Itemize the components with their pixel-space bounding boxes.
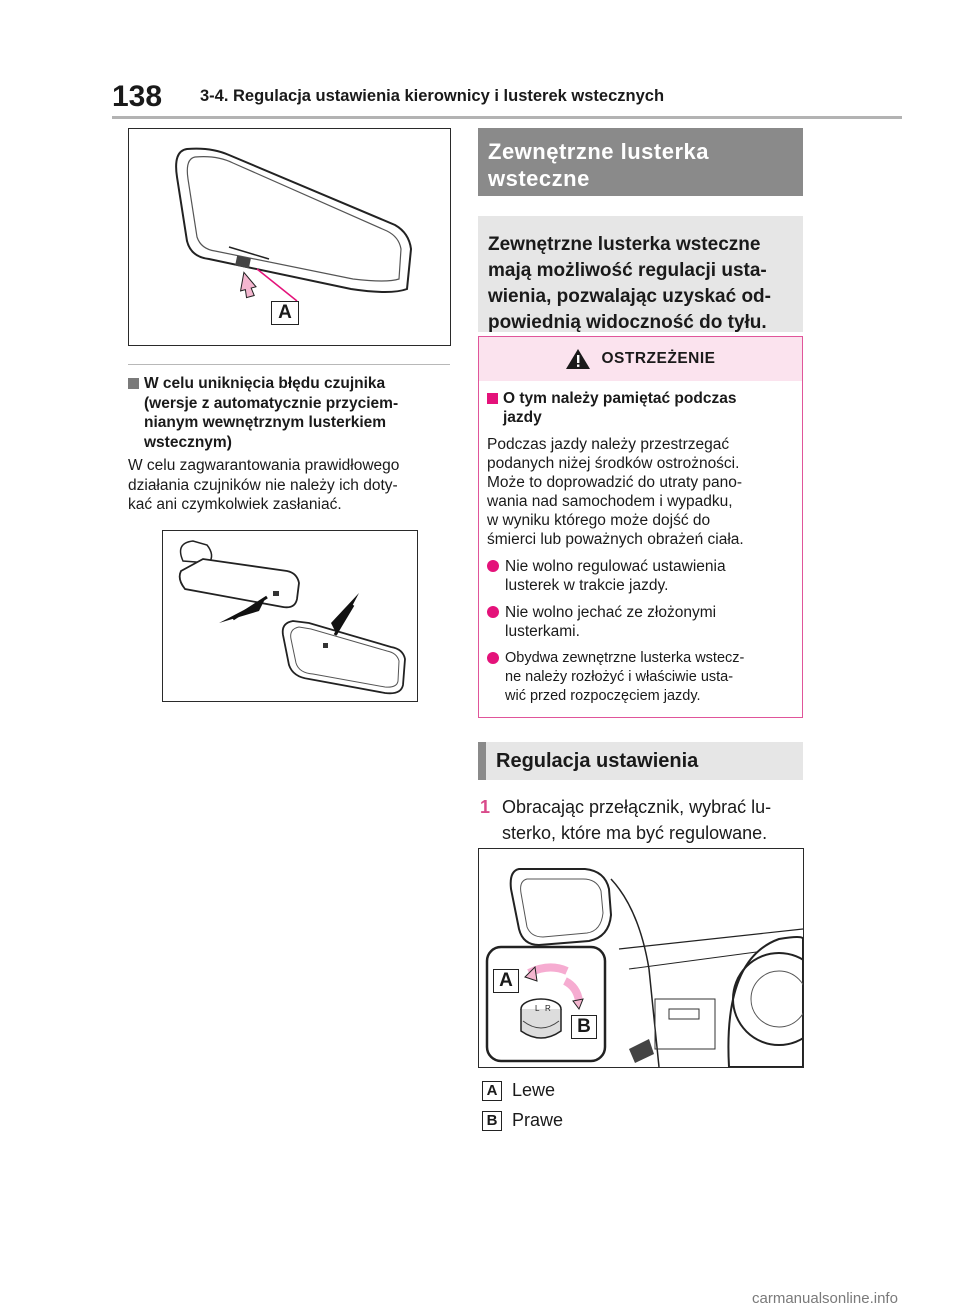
legend-label-left: Lewe — [512, 1080, 556, 1100]
step-text: Obracając przełącznik, wybrać lu- sterko, które ma być regulowane. — [502, 797, 772, 843]
bullet-dot-icon — [487, 606, 499, 618]
legend-key-a: A — [482, 1081, 502, 1101]
legend-item-left — [482, 1080, 555, 1101]
intro-box: Zewnętrzne lusterka wsteczne mają możliwość regulacji usta- wienia, pozwalając uzyskać od- powiednią widoczność do tyłu. — [478, 216, 803, 332]
warning-box — [478, 336, 803, 718]
page-number: 138 — [112, 80, 163, 113]
warning-triangle-icon — [565, 348, 591, 370]
section-heading-outside-mirrors: Zewnętrzne lusterka wsteczne — [478, 128, 803, 196]
callout-a-label: A — [493, 969, 519, 993]
warning-bullet: Obydwa zewnętrzne lusterka wstecz- ne należy rozłożyć i właściwie usta- wić przed rozpoczęciem jazdy. — [487, 649, 792, 706]
svg-text:R: R — [545, 1004, 551, 1013]
bullet-dot-icon — [487, 652, 499, 664]
step-number: 1 — [480, 797, 491, 817]
sensor-note-body: W celu zagwarantowania prawidłowego działania czujników nie należy ich doty- kać ani czymkolwiek zasłaniać. — [128, 457, 400, 513]
header-rule — [112, 116, 902, 119]
callout-a-label: A — [271, 301, 299, 325]
sensor-note — [128, 374, 458, 515]
section-heading-adjustment: Regulacja ustawienia — [478, 742, 803, 780]
chapter-title: 3-4. Regulacja ustawienia kierownicy i lusterek wstecznych — [200, 87, 665, 105]
section-divider — [128, 364, 450, 365]
figure-mirror-sensors — [162, 530, 418, 702]
legend-item-right — [482, 1110, 563, 1131]
square-bullet-icon — [128, 378, 139, 389]
sensor-note-heading: W celu uniknięcia błędu czujnika (wersje z automatycznie przyciem- nianym wewnętrznym lusterkiem wstecznym) — [144, 375, 399, 451]
bullet-dot-icon — [487, 560, 499, 572]
callout-b-label: B — [571, 1015, 597, 1039]
watermark: carmanualsonline.info — [752, 1290, 898, 1307]
warning-bullet: Nie wolno regulować ustawienia lusterek w trakcie jazdy. — [487, 557, 792, 595]
legend-label-right: Prawe — [512, 1110, 564, 1130]
mirror-switch-illustration — [479, 849, 803, 1067]
legend-key-b: B — [482, 1111, 502, 1131]
warning-bullet: Nie wolno jechać ze złożonymi lusterkami. — [487, 603, 792, 641]
step-1 — [480, 794, 810, 846]
mirror-sensors-illustration — [163, 531, 417, 701]
warning-body: Podczas jazdy należy przestrzegać podanych niżej środków ostrożności. Może to doprowadzić do utraty pano- wania nad samochodem i wypadku, w wyniku którego może dojść do śmierci lub poważnych obrażeń ciała. — [487, 436, 744, 548]
warning-title: OSTRZEŻENIE — [601, 350, 716, 367]
figure-mirror-switch — [478, 848, 804, 1068]
svg-text:L: L — [535, 1004, 540, 1013]
warning-header — [479, 337, 802, 381]
figure-interior-mirror — [128, 128, 451, 346]
warning-subheading: O tym należy pamiętać podczas jazdy — [487, 389, 792, 427]
square-bullet-icon — [487, 393, 498, 404]
